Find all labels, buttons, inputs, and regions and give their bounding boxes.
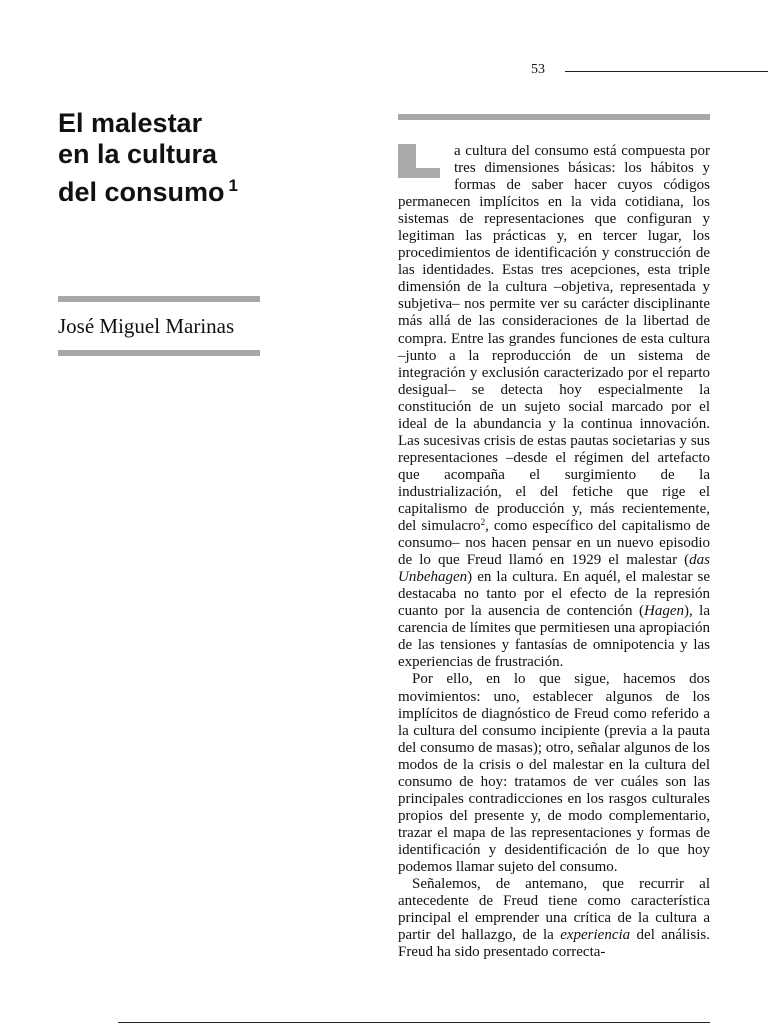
column-rule	[398, 114, 710, 120]
italic-text: experiencia	[560, 927, 631, 944]
title-footnote-marker: 1	[228, 176, 238, 195]
text-run: Señalemos, de antemano, que recurrir al antecedente de Freud tiene como característica principal el emprender una crítica de la cultura a partir del hallazgo, de la	[398, 876, 710, 944]
paragraph-2	[398, 671, 710, 876]
body-column	[398, 143, 710, 961]
dropcap-letter	[398, 144, 440, 178]
paragraph-1	[398, 143, 710, 671]
text-run: ), la carencia de límites que permitiesen una apropiación de las tensiones y fantasías de omnipotencia y las experiencias de frustración.	[398, 603, 711, 671]
italic-text: das Unbehagen	[398, 552, 710, 586]
paragraph-3	[398, 876, 710, 961]
text-run: del análisis. Freud ha sido presentado correcta-	[398, 927, 710, 961]
title-line-3-text: del consumo	[58, 177, 225, 207]
author-rule-top	[58, 296, 260, 302]
italic-text: Hagen	[644, 603, 684, 620]
author-rule-bottom	[58, 350, 260, 356]
header-rule	[565, 71, 768, 72]
page-number: 53	[531, 62, 545, 77]
title-line-1: El malestar	[58, 108, 203, 138]
footer-rule	[118, 1022, 710, 1023]
title-line-3	[58, 170, 368, 208]
dropcap-foot	[398, 168, 440, 178]
text-run: , como específico del capitalismo de consumo– nos hacen pensar en un nuevo episodio de lo que Freud llamó en 1929 el malestar (	[398, 518, 710, 569]
text-run: ) en la cultura. En aquél, el malestar se destacaba no tanto por el efecto de la represión cuanto por la ausencia de contención (	[398, 569, 710, 620]
text-run: a cultura del consumo está compuesta por tres dimensiones básicas: los hábitos y formas de saber hacer cuyos códigos permanecen implícitos en la vida cotidiana, los sistemas de representaciones que configuran y legitiman las prácticas y, en tercer lugar, los procedimientos de identificación y construcción de las identidades. Estas tres acepciones, esta triple dimensión de la cultura –objetiva, representada y subjetiva– nos permite ver su carácter disciplinante más allá de las consideraciones de la libertad de compra. Entre las grandes funciones de esta cultura –junto a la reproducción de un sistema de integración y exclusión caracterizado por el reparto desigual– se detecta hoy especialmente la constitución de un sujeto social marcado por el ideal de la abundancia y la continua innovación. Las sucesivas crisis de estas pautas societarias y sus representaciones –desde el régimen del artefacto que acompaña el surgimiento de la industrialización, el del fetiche que rige el capitalismo de producción y, más recientemente, del simulacro	[398, 143, 710, 535]
text-run: Por ello, en lo que sigue, hacemos dos movimientos: uno, establecer algunos de los implícitos de diagnóstico de Freud como referido a la cultura del consumo incipiente (previa a la pauta del consumo de masas); otro, señalar algunos de los modos de la crisis o del malestar en la cultura del consumo de hoy: tratamos de ver cuáles son las principales contradicciones en los rasgos culturales propios del presente y, de modo complementario, trazar el mapa de las representaciones y formas de identificación y desidentificación de lo que hoy podemos llamar sujeto del consumo.	[398, 671, 710, 875]
author-name: José Miguel Marinas	[58, 314, 235, 338]
title-line-2: en la cultura	[58, 139, 218, 169]
footnote-marker: 2	[480, 517, 486, 528]
article-title	[58, 108, 368, 208]
